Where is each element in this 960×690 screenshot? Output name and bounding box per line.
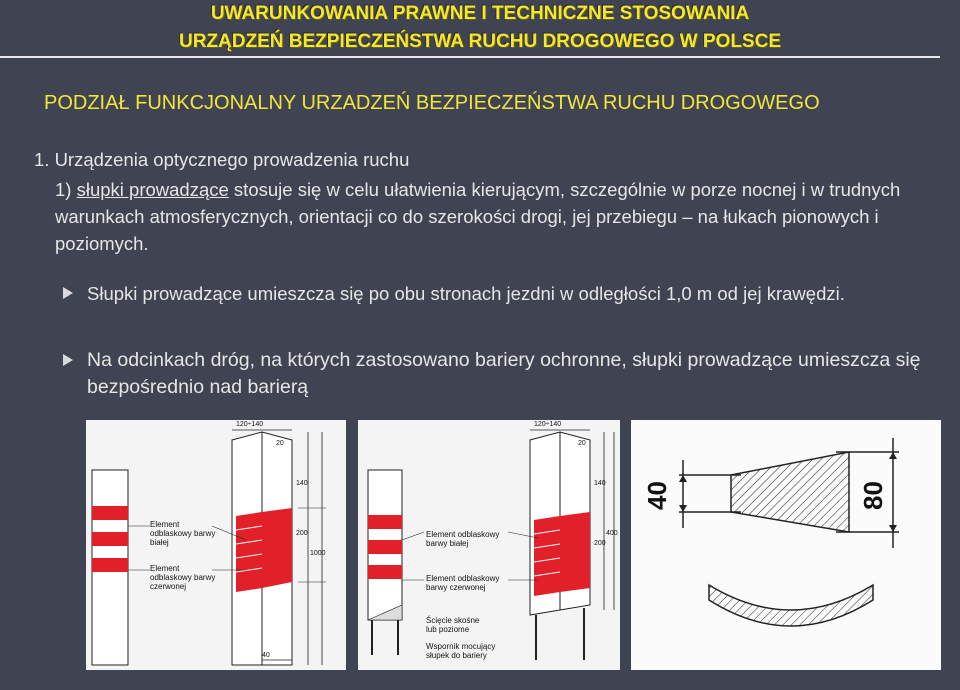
bullet-arrow-icon	[63, 287, 73, 299]
section-subtitle: PODZIAŁ FUNKCJONALNY URZADZEŃ BEZPIECZEŃSTWA RUCHU DROGOWEGO	[44, 92, 820, 114]
figure-guide-post-on-barrier	[358, 420, 620, 670]
slide-title-line-1: UWARUNKOWANIA PRAWNE I TECHNICZNE STOSOWANIA	[210, 3, 750, 24]
dim-40: 40	[262, 652, 270, 659]
dim-140: 140	[594, 480, 606, 487]
dim-400: 400	[606, 530, 618, 537]
label-red-reflector: Element odblaskowy barwy czerwonej	[426, 574, 500, 592]
label-white-reflector: Element odblaskowy barwy białej	[426, 530, 500, 548]
label-cut: Ścięcie skośne lub poziome	[426, 616, 480, 634]
point-2-prefix: 1)	[55, 179, 77, 200]
point-3-paragraph: Słupki prowadzące umieszcza się po obu stronach jezdni w odległości 1,0 m od jej krawędzi.	[87, 283, 845, 304]
dim-left-40: 40	[641, 481, 672, 510]
point-2-text: stosuje się w celu ułatwienia kierującym, szczególnie w porze nocnej i w trudnych warunkach atmosferycznych, orientacji co do szerokości drogi, jej przebiegu – na łukach pionowych i poziomych.	[55, 179, 901, 254]
label-red-reflector: Element odblaskowy barwy czerwonej	[150, 564, 216, 591]
point-2-paragraph	[55, 176, 945, 257]
dim-width: 120÷140	[534, 421, 562, 428]
dim-140: 140	[296, 480, 308, 487]
point-4-paragraph: Na odcinkach dróg, na których zastosowano bariery ochronne, słupki prowadzące umieszcza się bezpośrednio nad barierą	[87, 349, 921, 398]
label-support: Wspornik mocujący słupek do bariery	[426, 642, 496, 660]
dim-width: 120÷140	[236, 421, 264, 428]
figure-guide-post-drawing	[86, 420, 346, 670]
dim-right-80: 80	[857, 481, 888, 510]
cross-section-svg	[631, 420, 941, 670]
dim-20: 20	[276, 440, 284, 447]
bullet-arrow-icon	[63, 354, 73, 366]
dim-200: 200	[594, 540, 606, 547]
figure-post-cross-section	[631, 420, 941, 670]
dim-200: 200	[296, 530, 308, 537]
header-divider	[0, 56, 940, 58]
label-white-reflector: Element odblaskowy barwy białej	[150, 520, 216, 547]
dim-1000: 1000	[310, 550, 326, 557]
dim-20: 20	[578, 440, 586, 447]
slide-title-line-2: URZĄDZEŃ BEZPIECZEŃSTWA RUCHU DROGOWEGO W POLSCE	[178, 31, 782, 52]
point-1-heading: 1. Urządzenia optycznego prowadzenia ruchu	[34, 149, 410, 170]
point-2-underlined-term: słupki prowadzące	[76, 179, 229, 200]
